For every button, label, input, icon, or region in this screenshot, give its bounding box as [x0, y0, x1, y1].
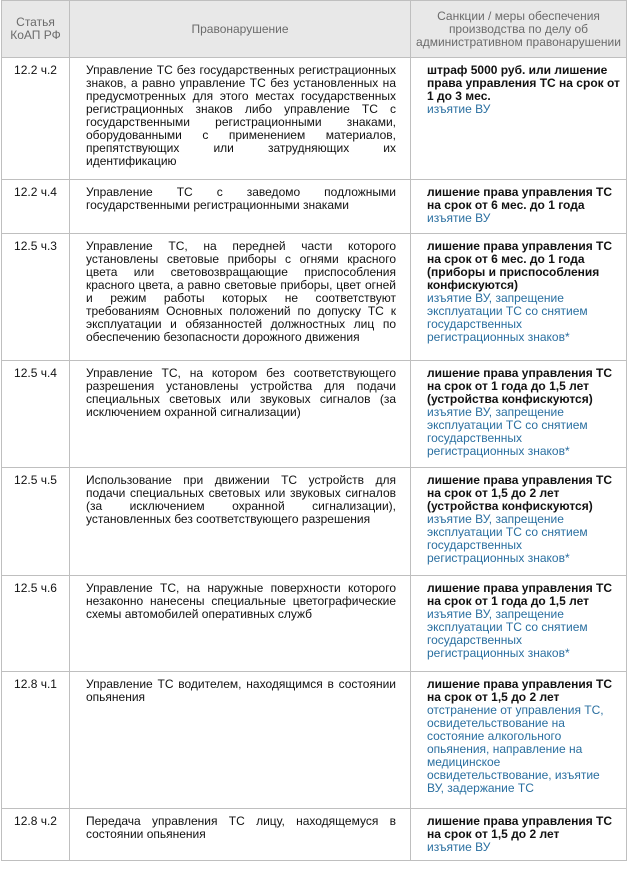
article-cell: 12.2 ч.4 [2, 180, 70, 234]
offense-cell: Управление ТС, на передней части которого установлены световые приборы с огнями красного цвета или световозвращающие приспособления красного цвета, а равно световые приборы, цвет огней и режим работы которых не соответствуют требованиям Основных положений по допуску ТС к эксплуатации и обязанностей должностных лиц по обеспечению безопасности дорожного движения [70, 234, 411, 361]
article-cell: 12.5 ч.3 [2, 234, 70, 361]
penalty-text: лишение права управления ТС на срок от 1,5 до 2 лет [427, 814, 613, 841]
penalty-text: лишение права управления ТС на срок от 1,5 до 2 лет [427, 677, 613, 704]
penalty-text: лишение права управления ТС на срок от 1,5 до 2 лет (устройства конфискуются) [427, 473, 613, 513]
article-cell: 12.8 ч.2 [2, 809, 70, 861]
table-row [2, 361, 627, 468]
measures-text: изъятие ВУ, запрещение эксплуатации ТС со снятием государственных регистрационных знаков* [427, 607, 588, 660]
table-row [2, 672, 627, 809]
offense-cell: Управление ТС водителем, находящимся в состоянии опьянения [70, 672, 411, 809]
article-cell: 12.5 ч.4 [2, 361, 70, 468]
sanctions-cell [411, 672, 627, 809]
header-sanctions: Санкции / меры обеспечения производства по делу об административном правонарушении [411, 1, 627, 58]
sanctions-cell [411, 234, 627, 361]
offense-cell: Управление ТС, на котором без соответствующего разрешения установлены устройства для подачи специальных световых или звуковых сигналов (за исключением охранной сигнализации) [70, 361, 411, 468]
table-row [2, 180, 627, 234]
offense-cell: Управление ТС с заведомо подложными государственными регистрационными знаками [70, 180, 411, 234]
table-header-row [2, 1, 627, 58]
offense-cell: Управление ТС без государственных регистрационных знаков, а равно управление ТС без установленных на предусмотренных для этого местах государственных регистрационных знаков либо управление ТС с государственными регистрационными знаками, оборудованными с применением материалов, препятствующих или затрудняющих их идентификацию [70, 58, 411, 180]
article-cell: 12.2 ч.2 [2, 58, 70, 180]
measures-text: изъятие ВУ, запрещение эксплуатации ТС со снятием государственных регистрационных знаков* [427, 291, 588, 344]
measures-text: изъятие ВУ [427, 211, 491, 225]
header-article: Статья КоАП РФ [2, 1, 70, 58]
sanctions-cell [411, 180, 627, 234]
table-row [2, 234, 627, 361]
table-row [2, 58, 627, 180]
article-cell: 12.5 ч.6 [2, 576, 70, 672]
measures-text: изъятие ВУ, запрещение эксплуатации ТС со снятием государственных регистрационных знаков* [427, 405, 588, 458]
measures-text: отстранение от управления ТС, освидетельствование на состояние алкогольного опьянения, направление на медицинское освидетельствование, изъятие ВУ, задержание ТС [427, 703, 604, 795]
sanctions-cell [411, 361, 627, 468]
header-offense: Правонарушение [70, 1, 411, 58]
measures-text: изъятие ВУ [427, 102, 491, 116]
sanctions-cell [411, 576, 627, 672]
sanctions-cell [411, 809, 627, 861]
article-cell: 12.8 ч.1 [2, 672, 70, 809]
penalty-text: лишение права управления ТС на срок от 1 года до 1,5 лет (устройства конфискуются) [427, 366, 613, 406]
penalty-text: лишение права управления ТС на срок от 6 мес. до 1 года (приборы и приспособления конфискуются) [427, 239, 613, 292]
violations-table [1, 0, 627, 861]
offense-cell: Управление ТС, на наружные поверхности которого незаконно нанесены специальные цветографические схемы автомобилей оперативных служб [70, 576, 411, 672]
measures-text: изъятие ВУ [427, 840, 491, 854]
table-row [2, 576, 627, 672]
measures-text: изъятие ВУ, запрещение эксплуатации ТС со снятием государственных регистрационных знаков* [427, 512, 588, 565]
table-row [2, 468, 627, 576]
penalty-text: лишение права управления ТС на срок от 1 года до 1,5 лет [427, 581, 613, 608]
offense-cell: Передача управления ТС лицу, находящемуся в состоянии опьянения [70, 809, 411, 861]
offense-cell: Использование при движении ТС устройств для подачи специальных световых или звуковых сигналов (за исключением охранной сигнализации), установленных без соответствующего разрешения [70, 468, 411, 576]
table-row [2, 809, 627, 861]
penalty-text: лишение права управления ТС на срок от 6 мес. до 1 года [427, 185, 613, 212]
sanctions-cell [411, 58, 627, 180]
sanctions-cell [411, 468, 627, 576]
article-cell: 12.5 ч.5 [2, 468, 70, 576]
penalty-text: штраф 5000 руб. или лишение права управления ТС на срок от 1 до 3 мес. [427, 63, 620, 103]
